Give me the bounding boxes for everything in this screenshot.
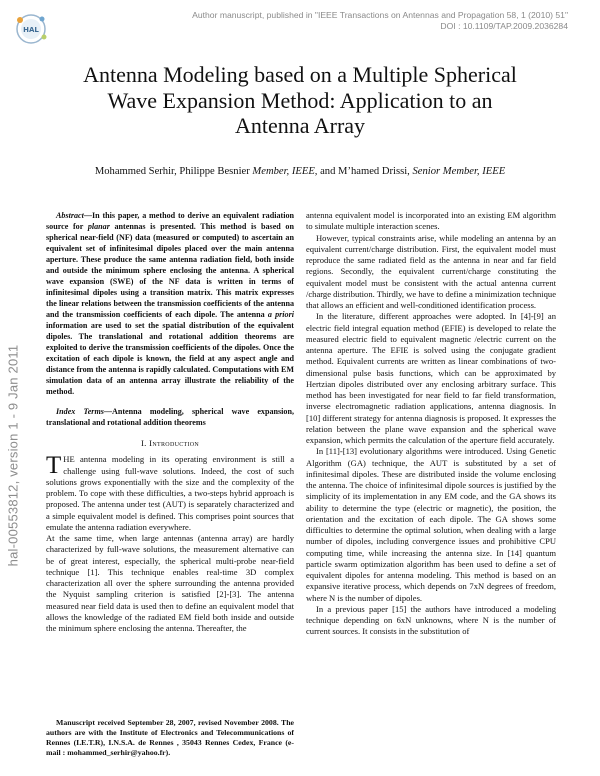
author-role-1: Member, IEEE, — [252, 166, 318, 177]
index-terms — [46, 406, 294, 428]
left-column — [46, 210, 294, 634]
intro-text-1: HE antenna modeling in its operating environment is still a challenge using full-wave solutions. Indeed, the cost of such solutions grows exponentially with the size and the complexity of the problem. To cope with these difficulties, a two-steps hybrid approach is proposed. The antenna under test (AUT) is separately characterized and a simple equivalent model is defined. This comprises point sources that emulate the antenna radiation everywhere. — [46, 454, 294, 532]
author-names-2: and M’hamed Drissi, — [320, 166, 410, 177]
author-role-2: Senior Member, IEEE — [412, 166, 506, 177]
index-terms-text: —Antenna modeling, spherical wave expansion, translational and rotational addition theorems — [46, 407, 294, 427]
index-terms-label: Index Terms — [56, 407, 104, 416]
right-paragraph-1: antenna equivalent model is incorporated into an existing EM algorithm to simulate multiple interaction scenes. — [306, 210, 556, 232]
hal-logo-icon — [11, 10, 51, 46]
abstract-text-b: antennas is presented. This method is based on spherical near-field (NF) data (measured or computed) to ascertain an equivalent set of infinitesimal dipoles placed over the main antenna aperture. These produce the same antenna radiation field, both inside and outside the minimum sphere enclosing the antenna. A spherical wave expansion (SWE) of the NF data is written in terms of infinitesimal dipoles using a transition matrix. This matrix expresses the linear relations between the transmission coefficients of the antenna and the transmission coefficients of each dipole. The antenna — [46, 222, 294, 319]
manuscript-header — [148, 10, 568, 32]
paper-title: Antenna Modeling based on a Multiple Spherical Wave Expansion Method: Application to an Antenna Array — [83, 62, 517, 138]
author-line — [50, 166, 550, 177]
abstract — [46, 210, 294, 397]
section-heading-introduction: I. Introduction — [140, 438, 200, 448]
abstract-text-a: —In this paper, a method to derive an equivalent radiation source for — [46, 211, 294, 231]
right-paragraph-2: However, typical constraints arise, while modeling an antenna by an equivalent current/charge distribution. First, the equivalent model must reproduce the same radiated field as the antenna in near and far field regions. Secondly, the equivalent current/charge constituting the equivalent model must be consistent with the actual antenna current /charge distribution. Thirdly, we have to define a minimization technique that allows an efficient and well-conditioned identification process. — [306, 232, 556, 310]
side-identifier — [3, 290, 23, 620]
abstract-text-c: information are used to set the spatial distribution of the equivalent dipoles. The translational and rotational addition theorems are exploited to derive the transmission coefficients of the dipoles. Once the excitation of each dipole is known, the field at any aspect angle and distance from the antenna is rapidly calculated. Computations with EM simulation data of an antenna array illustrate the reliability of the method. — [46, 321, 294, 396]
doi: DOI : 10.1109/TAP.2009.2036284 — [440, 21, 568, 31]
right-paragraph-4: In [11]-[13] evolutionary algorithms were introduced. Using Genetic Algorithm (GA) technique, the AUT is substituted by a set of infinitesimal dipoles. These are distributed inside the volume enclosing the antenna. The choice of infinitesimal dipole sources is justified by the simplicity of its implementation in any EM code, and the GA shows its ability to determine the type (electric or magnetic), the position, the orientation and the excitation of each dipole. The GA shows some difficulties to determine the optimal solution, when dealing with a large number of dipoles, including convergence issues and prohibitive CPU computing time, while increasing the antenna size. In [14] quantum particle swarm optimization algorithm has been used to define a set of equivalent dipoles for antenna modeling. This method is based on an expansive iterative process, which depends on 7xN degrees of freedom, where N is the number of dipoles. — [306, 446, 556, 603]
right-paragraph-3: In the literature, different approaches were adopted. In [4]-[9] an electric field integral equation method (EFIE) is developed to relate the measured electric field to equivalent magnetic /electric current on the antenna aperture. The EFIE is solved using the conjugate gradient method. Equivalent currents are written as linear combinations of two-dimensional pulse basis functions, which can be approximated by Hertzian dipoles distributed over any enclosing arbitrary surface. This method has been investigated for near field to far field transformation, inverse electromagnetic radiation applications, antenna diagnosis. In [10] different strategy for antenna diagnosis is proposed. It expresses the relation between the plane wave expansion and the spherical wave expansion, which permits the calculation of the aperture field accurately. — [306, 311, 556, 445]
abstract-apriori: a priori — [267, 310, 295, 319]
author-names-1: Mohammed Serhir, Philippe Besnier — [94, 166, 250, 177]
intro-paragraph-1 — [46, 454, 294, 533]
logo-text: HAL — [23, 26, 39, 34]
side-identifier-text: hal-00553812, version 1 - 9 Jan 2011 — [5, 344, 21, 566]
drop-cap: T — [46, 452, 62, 480]
manuscript-note: Author manuscript, published in "IEEE Transactions on Antennas and Propagation 58, 1 (2010) 51" — [192, 10, 568, 20]
right-paragraph-5: In a previous paper [15] the authors have introduced a modeling technique depending on 6xN unknowns, where N is the number of current sources. It consists in the substitution of — [306, 603, 556, 637]
abstract-label: Abstract — [56, 211, 84, 220]
intro-paragraph-2: At the same time, when large antennas (antenna array) are hardly characterized by full-wave solutions, the measurement alternative can be of great interest, especially, the spherical multi-probe near-field technique [1]. This technique enables real-time 3D complex characterization all over the sphere surrounding the antenna provided the Nyquist sampling criterion is satisfied [2]-[3]. The antenna measured near field data is used then to define an equivalent model that allows the knowledge of the radiated EM field both inside and outside the minimum sphere enclosing the antenna. Thereafter, the — [46, 533, 294, 633]
manuscript-footnote: Manuscript received September 28, 2007, revised November 2008. The authors are with the Institute of Electronics and Telecommunications of Rennes (I.E.T.R), I.N.S.A. de Rennes , 35043 Rennes Cedex, France (e-mail : mohammed_serhir@yahoo.fr). — [46, 718, 294, 757]
abstract-planar: planar — [87, 222, 110, 231]
right-column — [306, 210, 556, 638]
